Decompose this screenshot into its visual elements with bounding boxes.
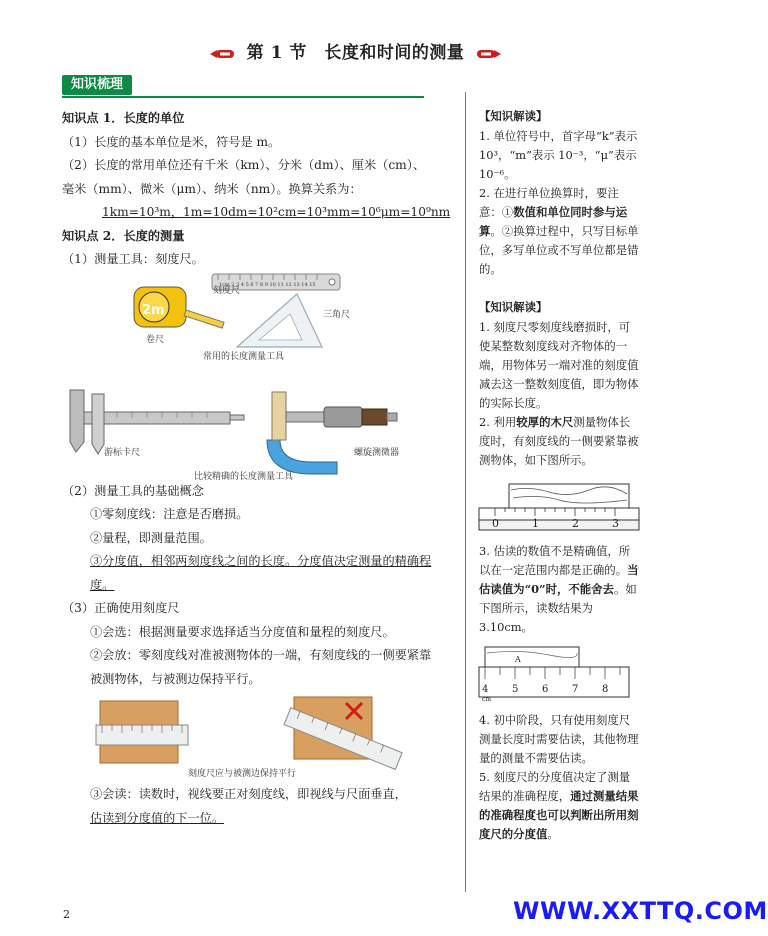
ruler-number: 6	[542, 684, 549, 695]
ruler-number: 0	[492, 517, 499, 530]
note-text: 。②换算过程中，只写目标单位，多写单位或不写单位都是错的。	[479, 224, 639, 276]
section-tag: 知识梳理	[62, 75, 132, 95]
kp1-line3: 毫米（mm）、微米（μm）、纳米（nm）。换算关系为：	[62, 181, 362, 196]
use-choose: ①会选：根据测量要求选择适当分度值和量程的刻度尺。	[90, 624, 395, 639]
note-box2-point4: 4. 初中阶段，只有使用刻度尺测量长度时需要估读，其他物理量的测量不需要估读。	[479, 713, 639, 765]
note-box2-point1: 1. 刻度尺零刻度线磨损时，可使某整数刻度线对齐物体的一端，用物体另一端对准的刻度值减去这一整数刻度值，即为物体的实际长度。	[479, 320, 639, 410]
kp1-line2: （2）长度的常用单位还有千米（km）、分米（dm）、厘米（cm）、	[62, 158, 426, 172]
ruler-label: 刻度尺	[213, 285, 241, 296]
common-tools-caption: 常用的长度测量工具	[203, 351, 285, 362]
page-number: 2	[63, 908, 70, 921]
kp2-line1: （1）测量工具：刻度尺。	[62, 252, 204, 266]
note-emphasis: 数值和单位同时参与运算	[479, 205, 628, 238]
figure-reading-example	[479, 645, 639, 705]
watermark: WWW.XXTTQ.COM	[513, 897, 768, 925]
concept-division-value: ③分度值，相邻两刻度线之间的长度。分度值决定测量的精确程度。	[90, 554, 432, 592]
note-box1-point1: 1. 单位符号中，首字母“k”表示 10³，“m”表示 10⁻³，“μ”表示 10⁻⁶。	[479, 129, 638, 181]
note-emphasis: 较厚的木尺	[516, 415, 574, 429]
note-emphasis: 当估读值为“0”时，不能舍去	[479, 563, 639, 596]
object-label: A	[515, 655, 521, 664]
unit-label: cm	[482, 696, 492, 703]
concept-range: ②量程，即测量范围。	[90, 530, 212, 545]
note-text: 2. 在进行单位换算时，要注意：①	[479, 186, 619, 219]
note-emphasis: 通过测量结果的准确程度也可以判断出所用刻度尺的分度值	[479, 789, 639, 841]
note-text: 2. 利用	[479, 415, 517, 429]
svg-text:1cm 2 3 4 5 6 7 8 9 10 11 12 1: 1cm 2 3 4 5 6 7 8 9 10 11 12 13 14 15	[219, 281, 316, 288]
main-content	[62, 107, 451, 830]
note-box1-point2	[479, 184, 639, 279]
figure-ruler-parallel	[62, 691, 432, 783]
precise-tools-caption: 比较精确的长度测量工具	[194, 471, 294, 482]
kp2-title: 知识点 2．长度的测量	[62, 228, 185, 243]
decorative-pencil-icon	[471, 47, 501, 61]
unit-conversion-formula: 1km=10³m，1m=10dm=10²cm=10³mm=10⁶μm=10⁹nm	[102, 205, 451, 219]
vernier-caliper-label: 游标卡尺	[104, 447, 141, 458]
note-box2-point2	[479, 413, 639, 470]
section-divider	[62, 96, 424, 98]
note-box2-heading: 【知识解读】	[479, 300, 548, 314]
use-title: （3）正确使用刻度尺	[62, 601, 180, 615]
note-text: 5. 刻度尺的分度值决定了测量结果的准确程度，	[479, 770, 631, 803]
decorative-pencil-icon	[210, 47, 240, 61]
note-text: 。	[547, 827, 559, 841]
ruler-parallel-caption: 刻度尺应与被测边保持平行	[188, 769, 297, 779]
note-text: 。如下图所示，读数结果为 3.10cm。	[479, 582, 637, 634]
column-divider	[465, 92, 466, 892]
micrometer-label: 螺旋测微器	[354, 447, 400, 458]
sidebar-notes	[479, 107, 639, 844]
ruler-number: 2	[572, 517, 579, 530]
page-title	[0, 38, 711, 63]
use-read-line1: ③会读：读数时，视线要正对刻度线，即视线与尺面垂直，	[90, 787, 407, 801]
page-title-text: 第 1 节 长度和时间的测量	[246, 43, 465, 63]
ruler-number: 5	[512, 684, 519, 695]
use-read-line2: 估读到分度值的下一位。	[90, 810, 225, 825]
tape-measure-label: 卷尺	[146, 334, 165, 345]
ruler-number: 1	[532, 517, 539, 530]
figure-precise-tools	[62, 382, 432, 480]
kp1-title: 知识点 1．长度的单位	[62, 111, 185, 125]
reading-example-illustration	[479, 645, 639, 705]
ruler-number: 7	[572, 684, 579, 695]
triangle-ruler-label: 三角尺	[323, 309, 351, 320]
kp1-line1: （1）长度的基本单位是米，符号是 m。	[62, 134, 281, 149]
ruler-number: 3	[612, 517, 619, 530]
note-box1-heading: 【知识解读】	[479, 109, 548, 123]
tape-measure-mark: 2m	[142, 302, 165, 318]
use-place: ②会放：零刻度线对准被测物体的一端，有刻度线的一侧要紧靠被测物体，与被测边保持平行。	[90, 648, 432, 686]
figure-common-tools	[62, 272, 432, 382]
figure-thick-ruler	[479, 476, 639, 538]
note-box2-point3	[479, 542, 639, 637]
note-box2-point5	[479, 768, 639, 844]
note-text: 3. 估读的数值不是精确值，所以在一定范围内都是正确的。	[479, 544, 631, 577]
note-text: 测量物体长度时，有刻度线的一侧要紧靠被测物体，如下图所示。	[479, 415, 639, 467]
concept-zero-line: ①零刻度线：注意是否磨损。	[90, 507, 249, 521]
concepts-title: （2）测量工具的基础概念	[62, 483, 204, 498]
ruler-number: 8	[602, 684, 609, 695]
ruler-number: 4	[482, 684, 489, 695]
